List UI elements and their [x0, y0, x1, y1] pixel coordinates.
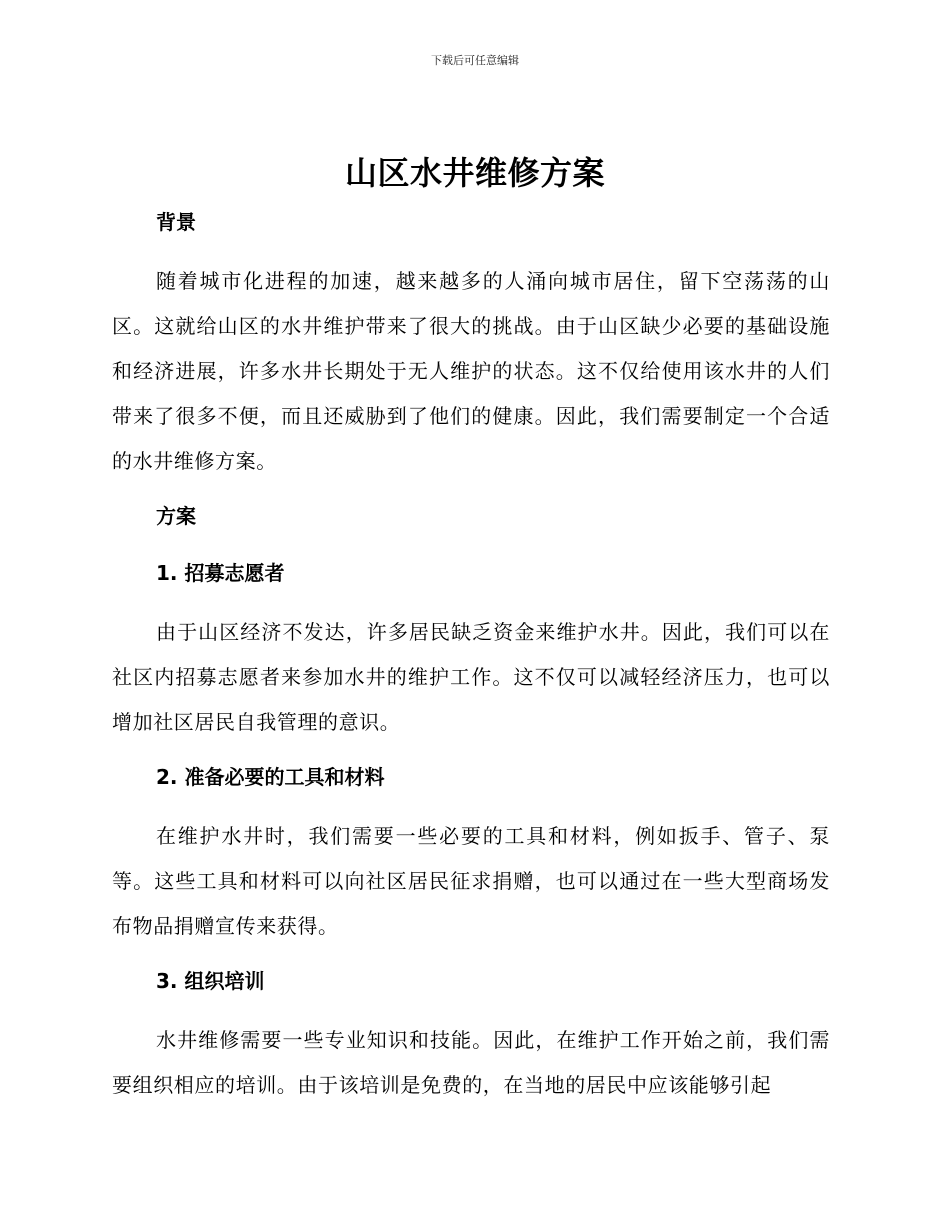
section-heading-item1: 1. 招募志愿者 [156, 561, 285, 585]
paragraph-item3: 水井维修需要一些专业知识和技能。因此，在维护工作开始之前，我们需要组织相应的培训。由于该培训是免费的，在当地的居民中应该能够引起 [112, 1028, 830, 1097]
section-heading-item2: 2. 准备必要的工具和材料 [156, 765, 385, 789]
section-heading-item3: 3. 组织培训 [156, 969, 265, 993]
header-note: 下载后可任意编辑 [431, 54, 519, 67]
paragraph-item1: 由于山区经济不发达，许多居民缺乏资金来维护水井。因此，我们可以在社区内招募志愿者来参加水井的维护工作。这不仅可以减轻经济压力，也可以增加社区居民自我管理的意识。 [112, 620, 830, 734]
paragraph-background: 随着城市化进程的加速，越来越多的人涌向城市居住，留下空荡荡的山区。这就给山区的水井维护带来了很大的挑战。由于山区缺少必要的基础设施和经济进展，许多水井长期处于无人维护的状态。这不仅给使用该水井的人们带来了很多不便，而且还威胁到了他们的健康。因此，我们需要制定一个合适的水井维修方案。 [112, 269, 830, 473]
document-body [112, 202, 830, 1108]
paragraph-item2: 在维护水井时，我们需要一些必要的工具和材料，例如扳手、管子、泵等。这些工具和材料可以向社区居民征求捐赠，也可以通过在一些大型商场发布物品捐赠宣传来获得。 [112, 824, 830, 938]
section-heading-background: 背景 [156, 210, 196, 234]
document-title: 山区水井维修方案 [344, 154, 605, 192]
section-heading-plan: 方案 [156, 504, 196, 528]
